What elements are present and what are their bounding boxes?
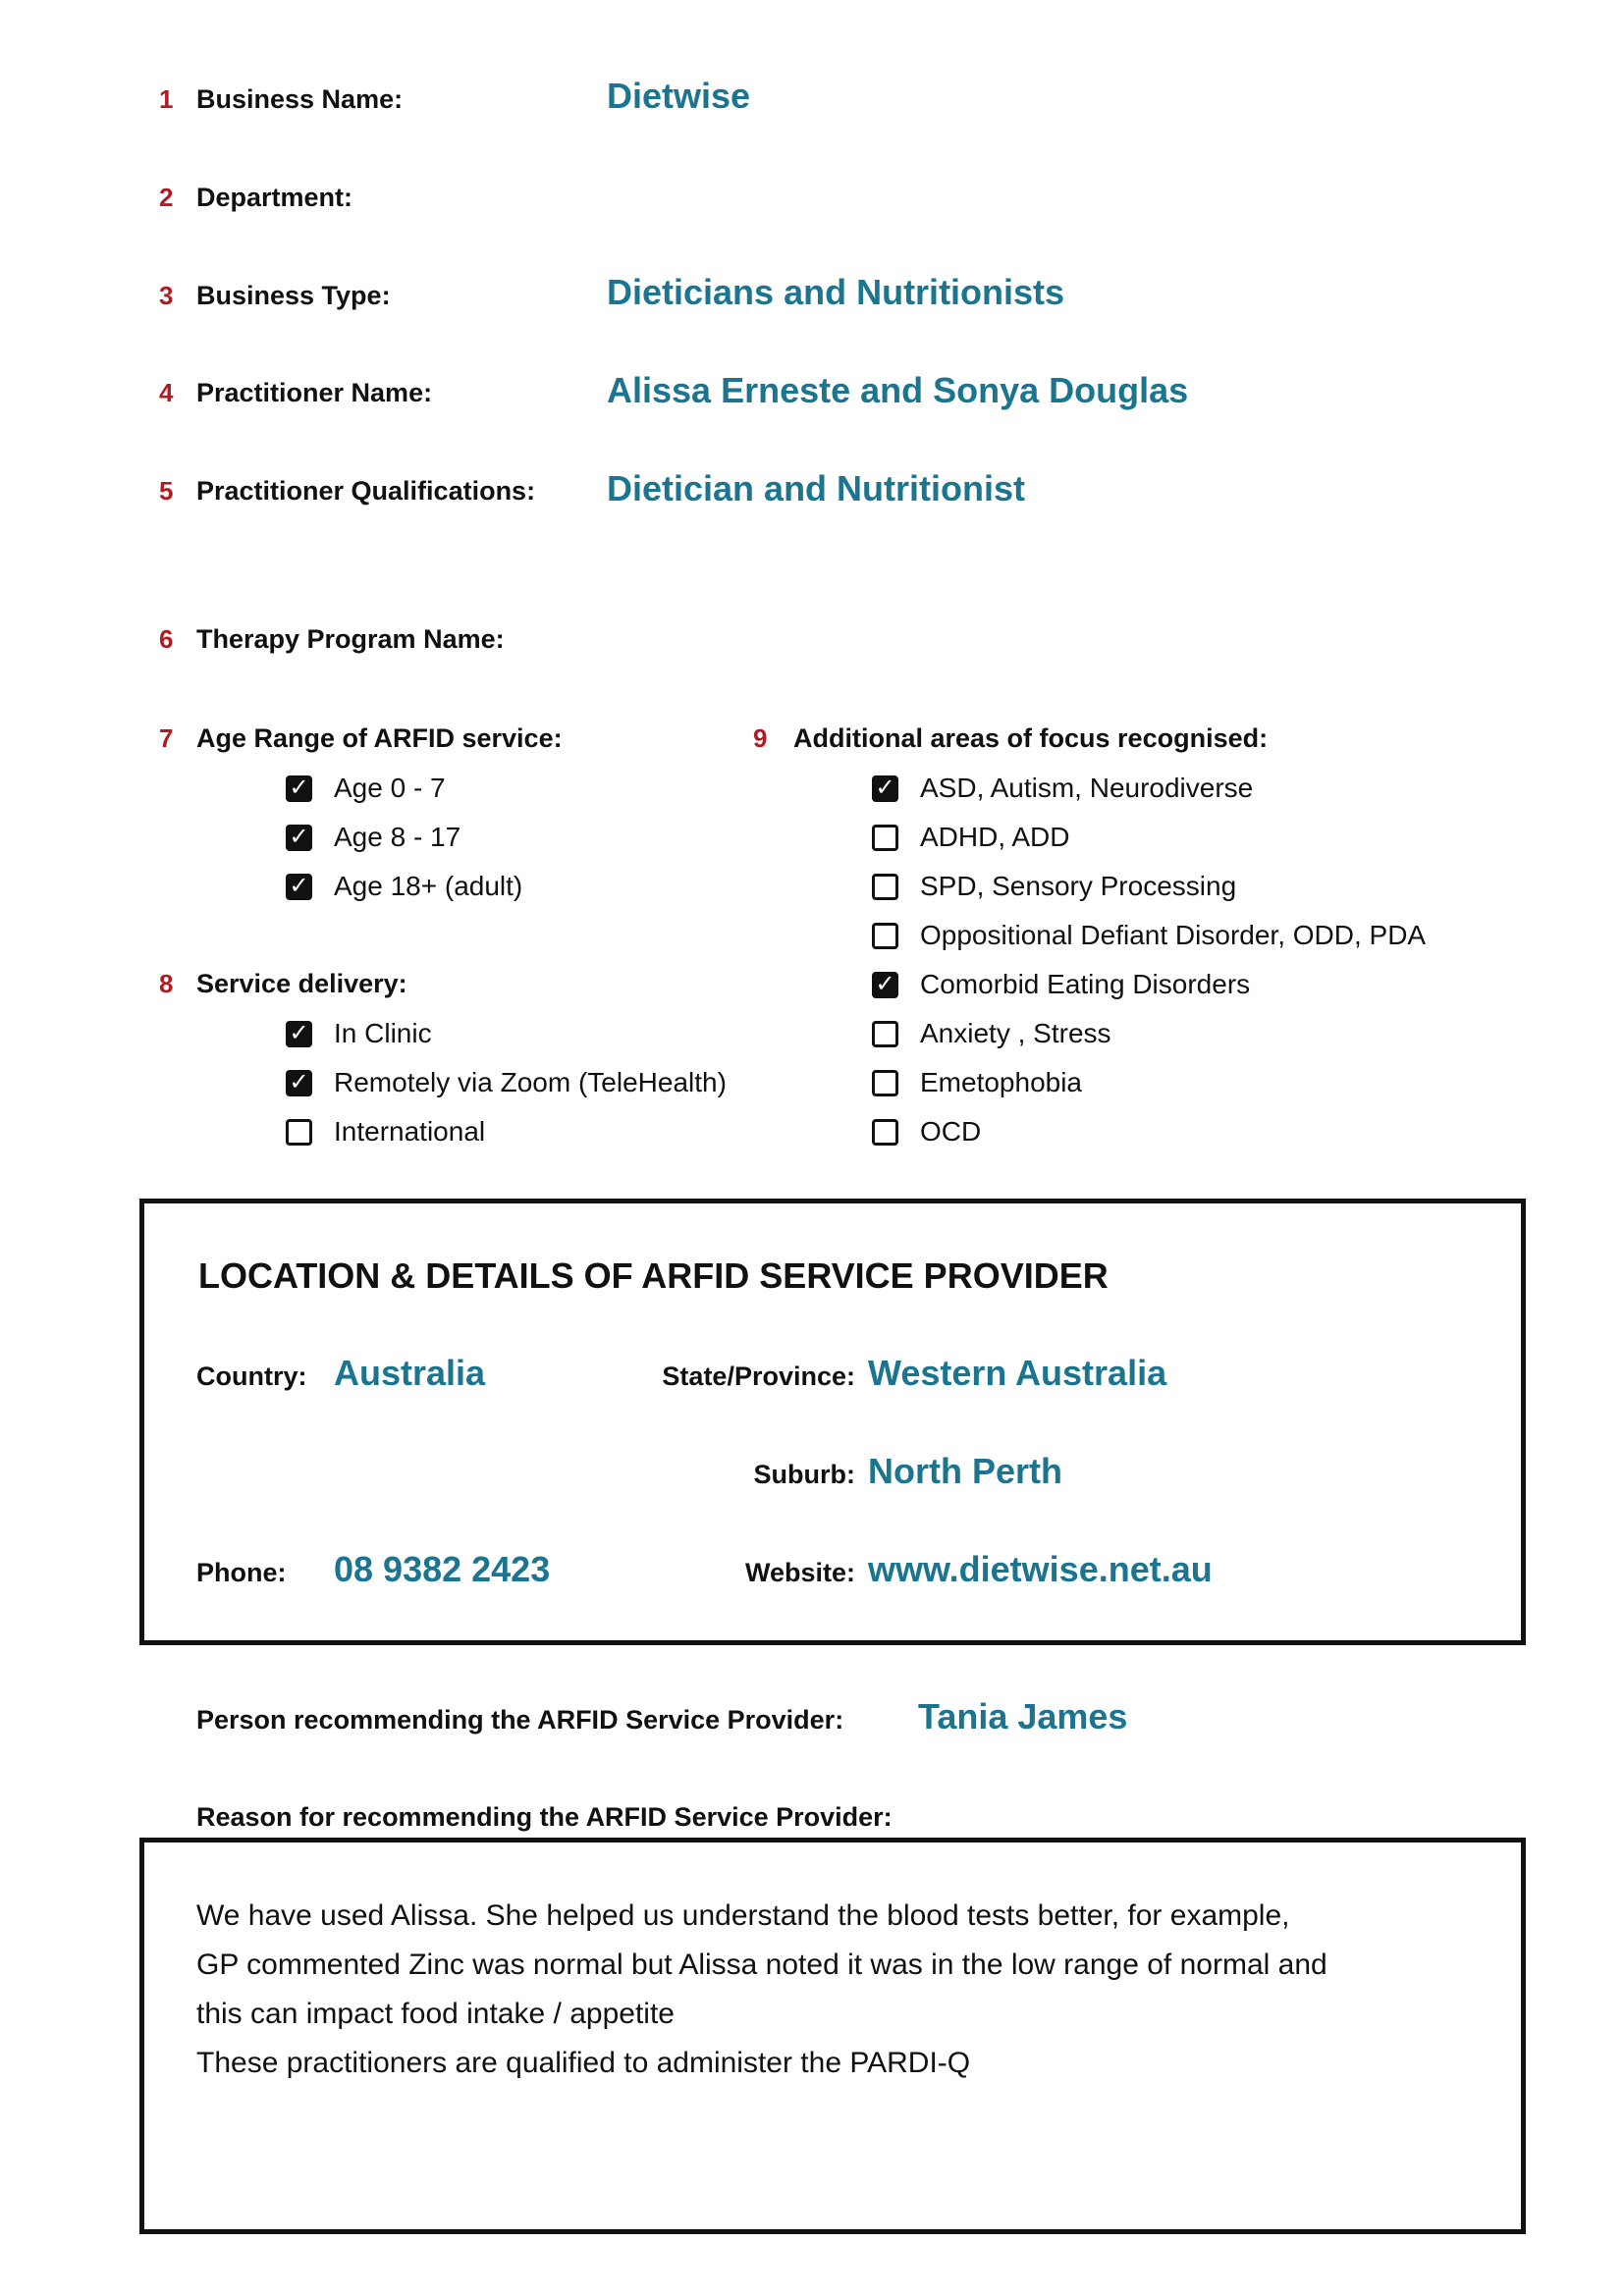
field-label: Therapy Program Name:	[196, 624, 505, 654]
checkbox-checked[interactable]	[286, 874, 312, 900]
field-value: Dieticians and Nutritionists	[607, 272, 1065, 312]
field-number: 1	[159, 84, 174, 114]
checkbox-row[interactable]	[872, 965, 1250, 1004]
checkbox-row[interactable]	[872, 769, 1253, 808]
checkbox-label: OCD	[920, 1116, 982, 1147]
checkbox-label: ASD, Autism, Neurodiverse	[920, 773, 1254, 803]
state-value: Western Australia	[868, 1353, 1167, 1393]
checkbox-checked[interactable]	[872, 775, 898, 802]
checkbox-row[interactable]	[286, 1112, 485, 1151]
field-label: Business Name:	[196, 84, 404, 114]
recommender-value: Tania James	[918, 1696, 1128, 1736]
check-icon: ✓	[289, 824, 309, 850]
checkbox-label: In Clinic	[334, 1018, 432, 1048]
recommender-label: Person recommending the ARFID Service Provider:	[196, 1705, 844, 1735]
checkbox-unchecked[interactable]	[872, 1021, 898, 1047]
checkbox-row[interactable]	[286, 867, 522, 906]
phone-value: 08 9382 2423	[334, 1549, 551, 1589]
checkbox-unchecked[interactable]	[872, 923, 898, 949]
field-number: 4	[159, 378, 174, 407]
checkbox-label: International	[334, 1116, 486, 1147]
checkbox-unchecked[interactable]	[872, 825, 898, 851]
checkbox-row[interactable]	[872, 916, 1426, 955]
field-value: Dietician and Nutritionist	[607, 468, 1026, 508]
location-box-title: LOCATION & DETAILS OF ARFID SERVICE PROVIDER	[198, 1255, 1109, 1296]
checkbox-checked[interactable]	[286, 1021, 312, 1047]
checkbox-checked[interactable]	[286, 775, 312, 802]
checkbox-row[interactable]	[872, 1063, 1082, 1102]
reason-label: Reason for recommending the ARFID Service Provider:	[196, 1802, 893, 1832]
check-icon: ✓	[875, 971, 895, 997]
checkbox-label: Remotely via Zoom (TeleHealth)	[334, 1067, 727, 1097]
checkbox-row[interactable]	[286, 818, 460, 857]
field-label: Business Type:	[196, 281, 391, 310]
field-number: 2	[159, 183, 174, 212]
reason-line: These practitioners are qualified to administer the PARDI-Q	[196, 2047, 971, 2079]
checkbox-checked[interactable]	[286, 1070, 312, 1096]
checkbox-row[interactable]	[286, 769, 446, 808]
country-label: Country:	[196, 1362, 307, 1391]
suburb-label: Suburb:	[753, 1460, 855, 1489]
reason-box	[139, 1838, 1526, 2234]
checkbox-label: SPD, Sensory Processing	[920, 871, 1237, 901]
checkbox-row[interactable]	[872, 818, 1069, 857]
field-value: Alissa Erneste and Sonya Douglas	[607, 370, 1189, 410]
field-number: 7	[159, 723, 174, 753]
check-icon: ✓	[289, 873, 309, 899]
checkbox-unchecked[interactable]	[286, 1119, 312, 1146]
phone-label: Phone:	[196, 1558, 287, 1587]
checkbox-row[interactable]	[872, 867, 1236, 906]
checkbox-label: Age 8 - 17	[334, 822, 461, 852]
field-number: 3	[159, 281, 174, 310]
field-value: Dietwise	[607, 76, 751, 116]
checkbox-unchecked[interactable]	[872, 1070, 898, 1096]
checkbox-unchecked[interactable]	[872, 1119, 898, 1146]
checkbox-label: Oppositional Defiant Disorder, ODD, PDA	[920, 920, 1427, 950]
checkbox-row[interactable]	[286, 1014, 432, 1053]
service-delivery-label: Service delivery:	[196, 969, 407, 998]
country-value: Australia	[334, 1353, 486, 1393]
field-number: 6	[159, 624, 174, 654]
check-icon: ✓	[875, 774, 895, 801]
field-label: Department:	[196, 183, 353, 212]
checkbox-label: Comorbid Eating Disorders	[920, 969, 1251, 999]
checkbox-checked[interactable]	[286, 825, 312, 851]
field-label: Practitioner Name:	[196, 378, 433, 407]
checkbox-row[interactable]	[286, 1063, 727, 1102]
suburb-value: North Perth	[868, 1451, 1062, 1491]
field-label: Practitioner Qualifications:	[196, 476, 536, 506]
website-value: www.dietwise.net.au	[868, 1549, 1213, 1589]
checkbox-row[interactable]	[872, 1112, 981, 1151]
check-icon: ✓	[289, 774, 309, 801]
reason-line: this can impact food intake / appetite	[196, 1998, 675, 2030]
state-label: State/Province:	[662, 1362, 855, 1391]
field-number: 5	[159, 476, 174, 506]
checkbox-label: Age 18+ (adult)	[334, 871, 523, 901]
field-number: 9	[753, 723, 768, 753]
checkbox-label: Emetophobia	[920, 1067, 1083, 1097]
check-icon: ✓	[289, 1020, 309, 1046]
checkbox-checked[interactable]	[872, 972, 898, 998]
age-range-label: Age Range of ARFID service:	[196, 723, 563, 753]
checkbox-label: ADHD, ADD	[920, 822, 1070, 852]
checkbox-label: Age 0 - 7	[334, 773, 446, 803]
reason-line: We have used Alissa. She helped us understand the blood tests better, for example,	[196, 1899, 1290, 1932]
check-icon: ✓	[289, 1069, 309, 1095]
website-label: Website:	[744, 1558, 855, 1587]
field-number: 8	[159, 969, 174, 998]
checkbox-row[interactable]	[872, 1014, 1111, 1053]
reason-line: GP commented Zinc was normal but Alissa noted it was in the low range of normal and	[196, 1949, 1327, 1981]
additional-focus-label: Additional areas of focus recognised:	[793, 723, 1269, 753]
checkbox-unchecked[interactable]	[872, 874, 898, 900]
checkbox-label: Anxiety , Stress	[920, 1018, 1111, 1048]
